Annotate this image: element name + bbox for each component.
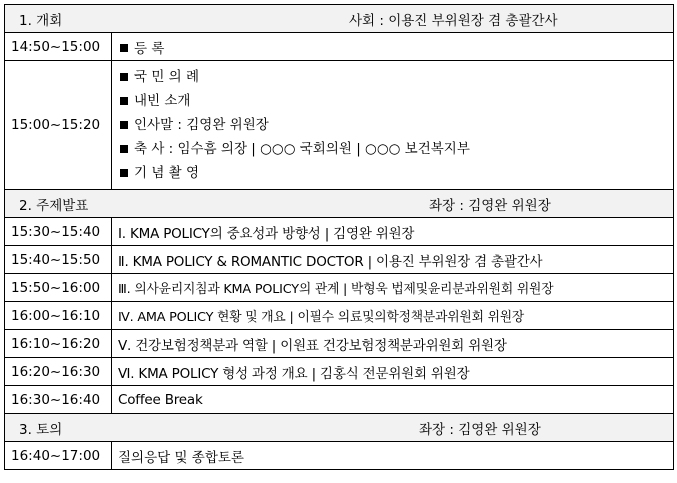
agenda-item: 기 념 촬 영 — [134, 165, 200, 181]
table-row — [5, 274, 674, 302]
time-cell: 15:40~15:50 — [5, 246, 112, 274]
time-cell: 15:30~15:40 — [5, 218, 112, 246]
time-cell: 16:20~16:30 — [5, 358, 112, 386]
content-cell — [112, 33, 674, 61]
table-row — [5, 302, 674, 330]
table-row — [5, 246, 674, 274]
table-row — [5, 218, 674, 246]
agenda-item: 국 민 의 례 — [134, 69, 200, 85]
content-cell — [112, 61, 674, 190]
section-title: 3. 토의 — [19, 421, 63, 438]
square-bullet-icon — [120, 145, 128, 153]
square-bullet-icon — [120, 169, 128, 177]
time-cell: 14:50~15:00 — [5, 33, 112, 61]
agenda-item: 내빈 소개 — [134, 93, 191, 109]
talk-cell: Coffee Break — [112, 386, 674, 414]
agenda-item: 등 록 — [134, 40, 165, 57]
schedule-table — [4, 4, 674, 470]
table-row — [5, 442, 674, 470]
table-row — [5, 33, 674, 61]
table-row — [5, 330, 674, 358]
time-cell: 16:40~17:00 — [5, 442, 112, 470]
section-title: 1. 개회 — [19, 12, 63, 29]
square-bullet-icon — [120, 44, 128, 52]
time-cell: 16:10~16:20 — [5, 330, 112, 358]
talk-cell: Ⅵ. KMA POLICY 형성 과정 개요 | 김홍식 전문위원회 위원장 — [112, 358, 674, 386]
agenda-item: 인사말 : 김영완 위원장 — [134, 117, 269, 133]
talk-cell: Ⅳ. AMA POLICY 현황 및 개요 | 이필수 의료및의학정책분과위원회 위원장 — [112, 302, 674, 330]
table-row — [5, 61, 674, 190]
section-chair: 좌장 : 김영완 위원장 — [419, 421, 541, 438]
talk-cell: Ⅴ. 건강보험정책분과 역할 | 이원표 건강보험정책분과위원회 위원장 — [112, 330, 674, 358]
time-cell: 16:30~16:40 — [5, 386, 112, 414]
table-row — [5, 386, 674, 414]
time-cell: 15:50~16:00 — [5, 274, 112, 302]
agenda-item: 축 사 : 임수흠 의장 | ○○○ 국회의원 | ○○○ 보건복지부 — [134, 141, 470, 157]
table-row — [5, 358, 674, 386]
time-cell: 16:00~16:10 — [5, 302, 112, 330]
square-bullet-icon — [120, 97, 128, 105]
content-cell: 질의응답 및 종합토론 — [112, 442, 674, 470]
talk-cell: Ⅰ. KMA POLICY의 중요성과 방향성 | 김영완 위원장 — [112, 218, 674, 246]
talk-cell: Ⅱ. KMA POLICY & ROMANTIC DOCTOR | 이용진 부위원장 겸 총괄간사 — [112, 246, 674, 274]
section-host: 사회 : 이용진 부위원장 겸 총괄간사 — [349, 12, 558, 29]
section-title: 2. 주제발표 — [19, 197, 89, 214]
talk-cell: Ⅲ. 의사윤리지침과 KMA POLICY의 관계 | 박형욱 법제및윤리분과위원회 위원장 — [112, 274, 674, 302]
time-cell: 15:00~15:20 — [5, 61, 112, 190]
square-bullet-icon — [120, 73, 128, 81]
square-bullet-icon — [120, 121, 128, 129]
section-main-header — [5, 190, 674, 218]
section-discussion-header — [5, 414, 674, 442]
section-chair: 좌장 : 김영완 위원장 — [429, 197, 551, 214]
section-opening-header — [5, 5, 674, 33]
